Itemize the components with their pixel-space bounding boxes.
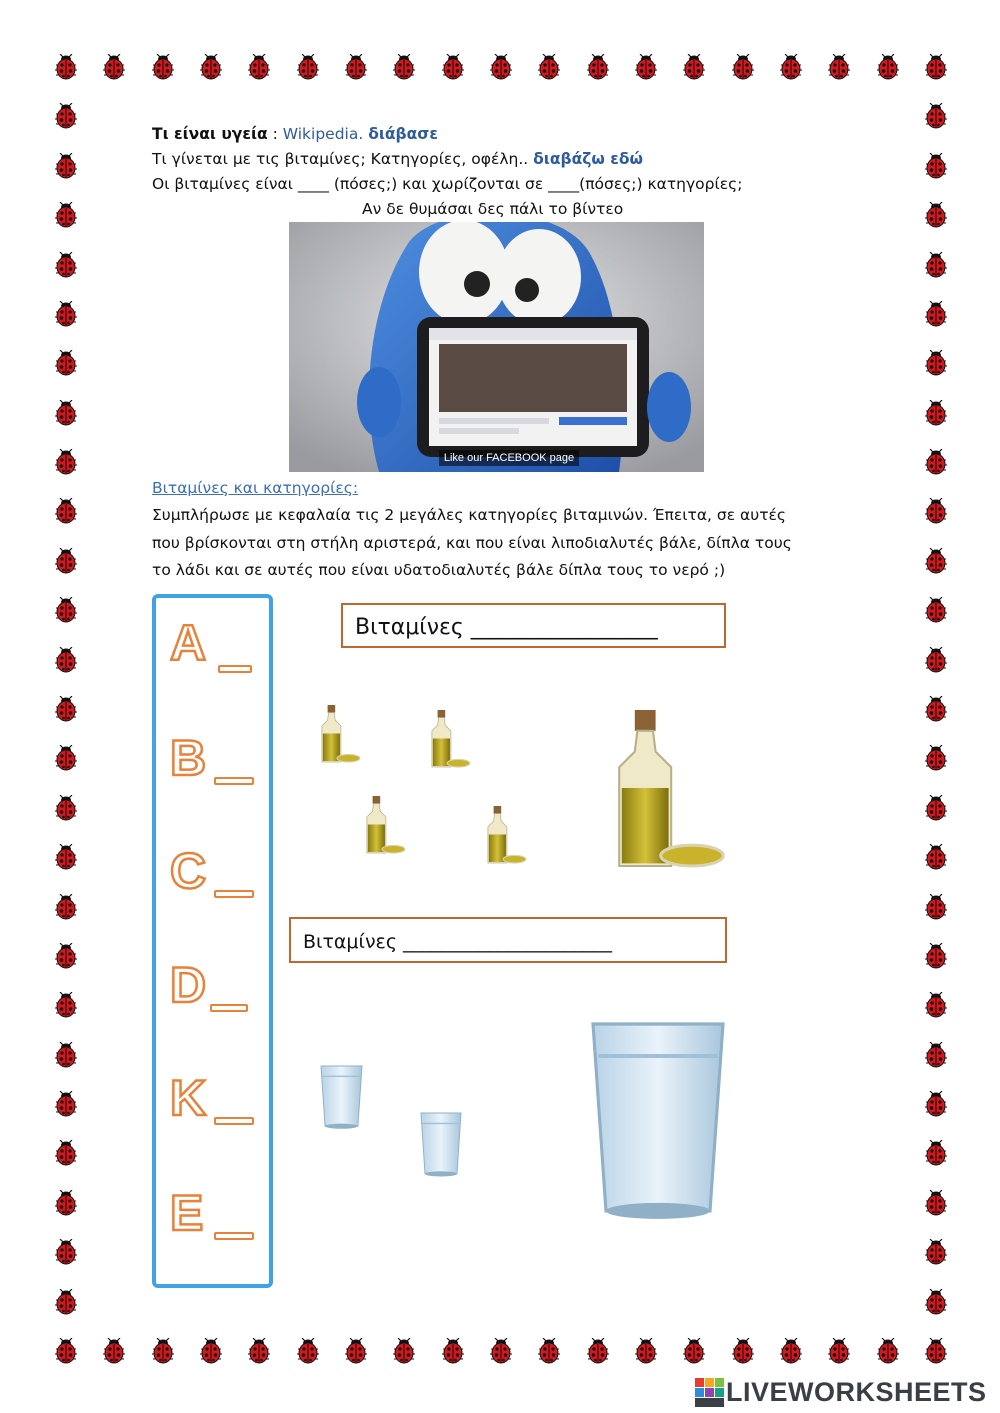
instructions-line-3: το λάδι και σε αυτές που είναι υδατοδιαλυτές βάλε δίπλα τους το νερό ;): [152, 561, 726, 579]
oil-bottle-small-2[interactable]: [432, 710, 470, 767]
water-soluble-category-box[interactable]: Βιταμίνες ______________________: [289, 917, 727, 963]
liveworksheets-brand: LIVEWORKSHEETS: [726, 1377, 987, 1407]
what-is-health-label: Τι είναι υγεία: [152, 125, 268, 143]
letter-c: C: [170, 843, 208, 899]
instructions-line-1: Συμπλήρωσε με κεφαλαία τις 2 μεγάλες κατηγορίες βιταμινών. Έπειτα, σε αυτές: [152, 506, 787, 524]
oil-bottle-small-4[interactable]: [488, 806, 526, 863]
oil-bottle-small-3[interactable]: [367, 796, 405, 853]
wikipedia-link[interactable]: Wikipedia.: [282, 125, 364, 143]
watch-video-hint: Αν δε θυμάσαι δες πάλι το βίντεο: [362, 200, 624, 218]
water-glass-large[interactable]: [593, 1024, 723, 1219]
letter-b: B: [170, 730, 208, 786]
liveworksheets-logo-icon: [695, 1376, 725, 1410]
water-glass-small-1[interactable]: [321, 1066, 362, 1129]
read-here-link[interactable]: διαβάζω εδώ: [533, 150, 643, 168]
letter-k: K: [170, 1070, 208, 1126]
water-glass-small-2[interactable]: [421, 1113, 461, 1177]
letter-d: D: [170, 957, 208, 1013]
video-caption: Like our FACEBOOK page: [439, 450, 579, 466]
oil-bottle-large[interactable]: [619, 710, 723, 866]
read-link[interactable]: διάβασε: [368, 125, 438, 143]
vitamins-question-text: Τι γίνεται με τις βιταμίνες; Κατηγορίες, οφέλη..: [152, 150, 529, 168]
vitamins-count-question: Οι βιταμίνες είναι ____ (πόσες;) και χωρίζονται σε ____(πόσες;) κατηγορίες;: [152, 175, 743, 193]
separator: :: [267, 125, 283, 143]
instructions-line-2: που βρίσκονται στη στήλη αριστερά, και που είναι λιποδιαλυτές βάλε, δίπλα τους: [152, 534, 792, 552]
letter-a: A: [170, 615, 208, 671]
section-title: Βιταμίνες και κατηγορίες:: [152, 479, 359, 497]
letter-e: E: [170, 1185, 205, 1241]
oil-bottle-small-1[interactable]: [322, 705, 360, 762]
fat-soluble-category-box[interactable]: Βιταμίνες _________________: [341, 603, 726, 648]
